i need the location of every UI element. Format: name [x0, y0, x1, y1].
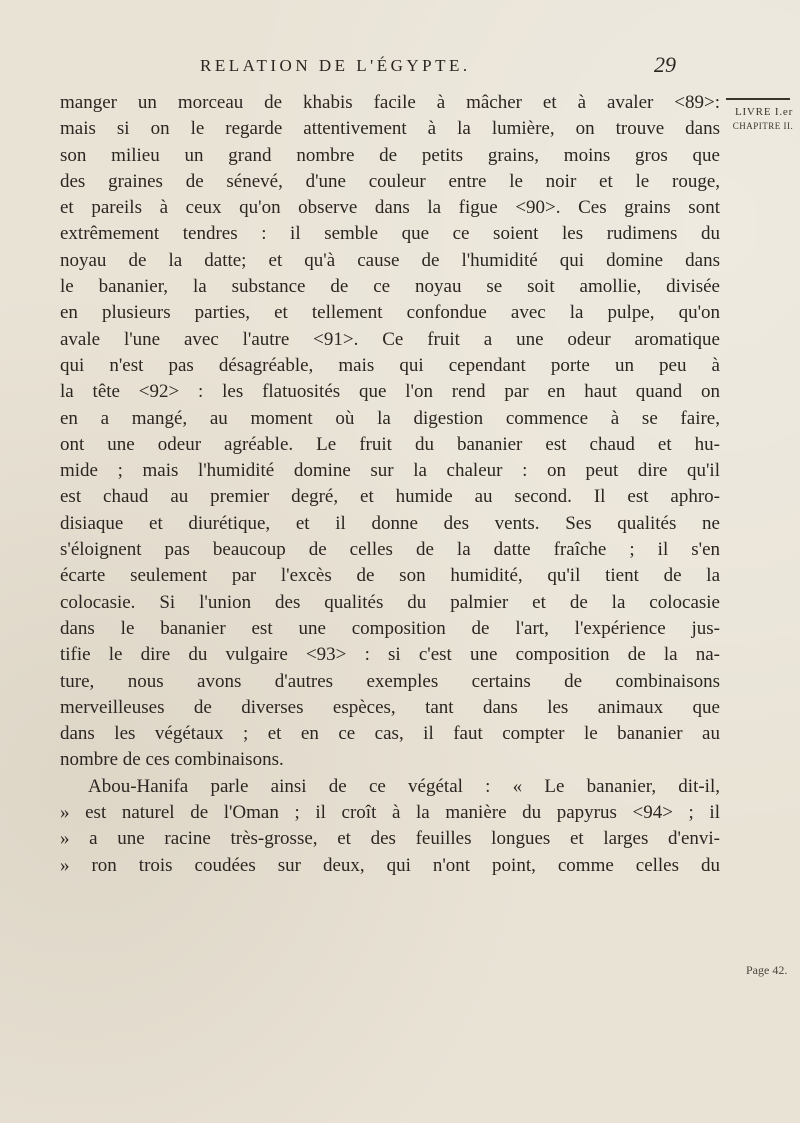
text-line: colocasie. Si l'union des qualités du palmier et de la colocasie: [60, 591, 720, 613]
running-head: RELATION DE L'ÉGYPTE.: [200, 56, 471, 75]
text-line: qui n'est pas désagréable, mais qui cependant porte un peu à: [60, 354, 720, 376]
text-line: merveilleuses de diverses espèces, tant dans les animaux que: [60, 696, 720, 718]
body-text: [60, 90, 720, 879]
text-line: son milieu un grand nombre de petits grains, moins gros que: [60, 144, 720, 166]
text-line: ont une odeur agréable. Le fruit du bananier est chaud et hu-: [60, 433, 720, 455]
text-line: Abou-Hanifa parle ainsi de ce végétal : « Le bananier, dit-il,: [88, 775, 720, 797]
text-line: ture, nous avons d'autres exemples certains de combinaisons: [60, 670, 720, 692]
text-line: » ron trois coudées sur deux, qui n'ont point, comme celles du: [60, 854, 720, 876]
text-line: noyau de la datte; et qu'à cause de l'humidité qui domine dans: [60, 249, 720, 271]
text-line: mide ; mais l'humidité domine sur la chaleur : on peut dire qu'il: [60, 460, 720, 482]
text-line: dans le bananier est une composition de l'art, l'expérience jus-: [60, 617, 720, 639]
text-line: avale l'une avec l'autre <91>. Ce fruit a une odeur aromatique: [60, 328, 720, 350]
margin-note-livre: LIVRE I.er: [734, 106, 794, 118]
text-line: des graines de sénevé, d'une couleur entre le noir et le rouge,: [60, 170, 720, 192]
text-line: mais si on le regarde attentivement à la lumière, on trouve dans: [60, 118, 720, 140]
text-line: en plusieurs parties, et tellement confondue avec la pulpe, qu'on: [60, 302, 720, 324]
text-line: écarte seulement par l'excès de son humidité, qu'il tient de la: [60, 565, 720, 587]
text-line: extrêmement tendres : il semble que ce soient les rudimens du: [60, 223, 720, 245]
text-line: » a une racine très-grosse, et des feuilles longues et larges d'envi-: [60, 828, 720, 850]
text-line: et pareils à ceux qu'on observe dans la figue <90>. Ces grains sont: [60, 197, 720, 219]
text-line: s'éloignent pas beaucoup de celles de la datte fraîche ; il s'en: [60, 539, 720, 561]
text-line: dans les végétaux ; et en ce cas, il faut compter le bananier au: [60, 723, 720, 745]
text-line: tifie le dire du vulgaire <93> : si c'est une composition de la na-: [60, 644, 720, 666]
text-line: nombre de ces combinaisons.: [60, 749, 284, 771]
text-line: la tête <92> : les flatuosités que l'on rend par en haut quand on: [60, 381, 720, 403]
text-line: en a mangé, au moment où la digestion commence à se faire,: [60, 407, 720, 429]
margin-note-chapitre: CHAPITRE II.: [732, 121, 794, 131]
margin-note-page-ref: Page 42.: [746, 963, 788, 977]
text-line: le bananier, la substance de ce noyau se soit amollie, divisée: [60, 276, 720, 298]
page-number: 29: [654, 52, 676, 77]
page-header: [200, 52, 720, 82]
text-line: manger un morceau de khabis facile à mâcher et à avaler <89>:: [60, 92, 720, 113]
text-line: » est naturel de l'Oman ; il croît à la manière du papyrus <94> ; il: [60, 802, 720, 824]
margin-rule: [726, 98, 790, 100]
text-line: est chaud au premier degré, et humide au second. Il est aphro-: [60, 486, 720, 508]
text-line: disiaque et diurétique, et il donne des vents. Ses qualités ne: [60, 512, 720, 534]
